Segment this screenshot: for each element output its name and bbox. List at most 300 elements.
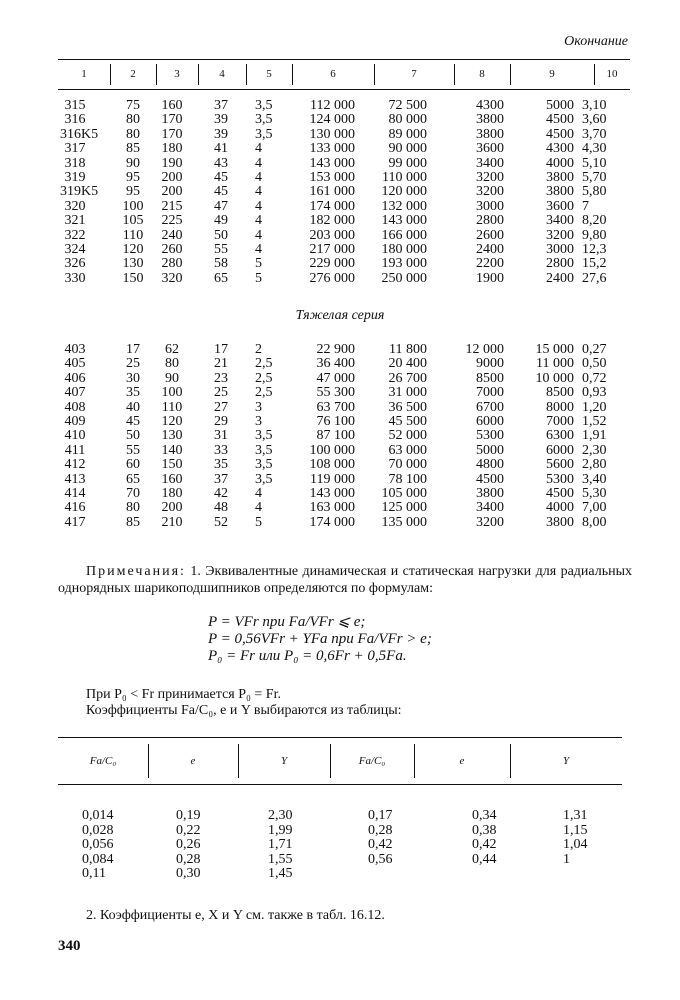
table-cell: 2400	[546, 270, 574, 286]
table-cell: 35	[126, 385, 140, 401]
column-divider	[414, 744, 415, 778]
table-cell: 70	[126, 486, 140, 501]
table-cell: 23	[214, 370, 228, 386]
table-cell: 4	[255, 198, 262, 214]
table-cell: 4	[255, 242, 262, 257]
table-cell: 410	[64, 428, 86, 444]
table-cell: 29	[214, 414, 228, 429]
table-cell: 174 000	[309, 198, 355, 214]
table-cell: 190	[161, 155, 183, 171]
table2-cell: 0,42	[472, 837, 497, 853]
table2-row	[0, 866, 680, 882]
table-cell: 8500	[476, 370, 504, 386]
table2-cell: 1,04	[563, 837, 588, 853]
table1-header-cell: 2	[130, 68, 136, 80]
table-cell: 3000	[476, 198, 504, 214]
table-cell: 11 000	[536, 356, 574, 372]
table-cell: 3000	[546, 242, 574, 257]
table-cell: 319K5	[60, 184, 99, 200]
table-cell: 15,2	[582, 256, 607, 272]
table-cell: 43	[214, 155, 228, 171]
table-cell: 4500	[546, 486, 574, 501]
table-cell: 170	[161, 112, 183, 128]
table-cell: 5,30	[582, 486, 607, 501]
table-cell: 170	[161, 126, 183, 142]
table-cell: 412	[64, 457, 86, 473]
table-cell: 0,50	[582, 356, 607, 372]
table-cell: 150	[122, 270, 144, 286]
table-cell: 40	[126, 399, 140, 415]
table-cell: 31	[214, 428, 228, 444]
table-cell: 80 000	[388, 112, 427, 128]
column-divider	[330, 744, 331, 778]
table1-header-cell: 8	[479, 68, 485, 80]
table2-header-cell: Y	[562, 755, 570, 767]
table2-row	[0, 837, 680, 853]
table-cell: 119 000	[310, 471, 355, 487]
table-cell: 25	[126, 356, 140, 372]
column-divider	[510, 744, 511, 778]
table2-cell: 1,71	[268, 837, 293, 853]
table-cell: 10 000	[535, 370, 574, 386]
table-cell: 4000	[546, 500, 574, 516]
table-cell: 3,5	[255, 442, 273, 458]
table-cell: 2800	[546, 256, 574, 272]
table2-cell: 0,028	[82, 822, 114, 838]
table-cell: 229 000	[309, 256, 355, 272]
table-cell: 6000	[476, 414, 504, 429]
table-cell: 3,40	[582, 471, 607, 487]
table-cell: 110	[122, 227, 144, 243]
table-cell: 6300	[546, 428, 574, 444]
table-cell: 2,5	[255, 370, 273, 386]
table-cell: 1,20	[582, 399, 607, 415]
table-cell: 58	[214, 256, 228, 272]
table-cell: 0,27	[582, 342, 607, 357]
column-divider	[238, 744, 239, 778]
table-cell: 316K5	[60, 126, 99, 142]
table-cell: 85	[126, 514, 140, 530]
table-cell: 125 000	[381, 500, 427, 516]
table-cell: 1,52	[582, 414, 607, 429]
table2-header-cell: e	[459, 755, 465, 767]
column-divider	[148, 744, 149, 778]
table-cell: 5	[255, 256, 262, 272]
table-cell: 132 000	[381, 198, 427, 214]
table2-cell: 1,31	[563, 808, 588, 823]
column-divider	[510, 64, 511, 85]
column-divider	[454, 64, 455, 85]
table-cell: 4300	[476, 98, 504, 113]
table-cell: 9,80	[582, 227, 607, 243]
table2-cell: 0,56	[368, 851, 393, 867]
table2-header-cell: Y	[280, 755, 288, 767]
table-cell: 130 000	[309, 126, 355, 142]
table-cell: 45	[214, 170, 228, 185]
table-cell: 55	[214, 242, 228, 257]
table-cell: 3,5	[255, 471, 273, 487]
table-cell: 90	[165, 370, 179, 386]
table2-cell: 0,22	[176, 822, 201, 838]
table-cell: 5000	[546, 98, 574, 113]
table-cell: 413	[64, 471, 86, 487]
table-cell: 416	[64, 500, 86, 516]
table-cell: 7	[582, 198, 589, 214]
table-cell: 75	[126, 98, 140, 113]
table-cell: 2,5	[255, 356, 273, 372]
table-cell: 3,70	[582, 126, 607, 142]
table-cell: 320	[64, 198, 86, 214]
table2-row	[0, 852, 680, 868]
table-cell: 3800	[546, 514, 574, 530]
column-divider	[110, 64, 111, 85]
table2-cell: 0,44	[472, 851, 497, 867]
table-cell: 174 000	[309, 514, 355, 530]
table-cell: 3,5	[255, 457, 273, 473]
table-cell: 5600	[546, 457, 574, 473]
table2-cell: 0,34	[472, 808, 497, 823]
table-cell: 320	[161, 270, 183, 286]
table-cell: 3,5	[255, 112, 273, 128]
table-cell: 112 000	[310, 98, 355, 113]
table-cell: 2400	[476, 242, 504, 257]
table1-header	[58, 59, 630, 90]
table-cell: 76 100	[316, 414, 355, 429]
table-cell: 120	[161, 414, 183, 429]
table-cell: 3	[255, 399, 262, 415]
table-cell: 4500	[546, 126, 574, 142]
table-cell: 5,70	[582, 170, 607, 185]
table2-cell: 0,38	[472, 822, 497, 838]
table-cell: 240	[161, 227, 183, 243]
table-cell: 110 000	[382, 170, 427, 185]
table-cell: 7,00	[582, 500, 607, 516]
table-cell: 316	[64, 112, 86, 128]
table-cell: 22 900	[316, 342, 355, 357]
table-cell: 3800	[476, 486, 504, 501]
table-cell: 3200	[546, 227, 574, 243]
table-cell: 4	[255, 500, 262, 516]
table-cell: 2	[255, 342, 262, 357]
table-cell: 163 000	[309, 500, 355, 516]
table-cell: 153 000	[309, 170, 355, 185]
table-cell: 65	[126, 471, 140, 487]
table2-cell: 0,056	[82, 837, 114, 853]
table-cell: 12,3	[582, 242, 607, 257]
table-cell: 7000	[546, 414, 574, 429]
table-cell: 100	[122, 198, 144, 214]
table-cell: 30	[126, 370, 140, 386]
table2-cell: 1,55	[268, 851, 293, 867]
table-cell: 21	[214, 356, 228, 372]
table-cell: 2,30	[582, 442, 607, 458]
table-cell: 110	[161, 399, 183, 415]
table-cell: 89 000	[388, 126, 427, 142]
table-cell: 65	[214, 270, 228, 286]
table-row	[0, 271, 680, 287]
table-cell: 140	[161, 442, 183, 458]
table-cell: 2200	[476, 256, 504, 272]
formula-1: P = VFr при Fa/VFr ⩽ e;	[208, 614, 366, 630]
table-cell: 8500	[546, 385, 574, 401]
table-cell: 408	[64, 399, 86, 415]
table-cell: 217 000	[309, 242, 355, 257]
table-cell: 45 500	[388, 414, 427, 429]
table-cell: 200	[161, 500, 183, 516]
column-divider	[374, 64, 375, 85]
table-cell: 0,72	[582, 370, 607, 386]
table2-cell: 0,19	[176, 808, 201, 823]
table-cell: 2,80	[582, 457, 607, 473]
table-cell: 3800	[476, 112, 504, 128]
table2-header	[58, 737, 622, 785]
table-cell: 35	[214, 457, 228, 473]
table-row	[0, 515, 680, 531]
table-cell: 60	[126, 457, 140, 473]
table-cell: 50	[126, 428, 140, 444]
table-cell: 7000	[476, 385, 504, 401]
table-cell: 3200	[476, 170, 504, 185]
table-cell: 2600	[476, 227, 504, 243]
table-cell: 321	[64, 213, 86, 229]
table-cell: 1900	[476, 270, 504, 286]
table-cell: 193 000	[381, 256, 427, 272]
table-cell: 5300	[546, 471, 574, 487]
table2-cell: 0,42	[368, 837, 393, 853]
table-cell: 5300	[476, 428, 504, 444]
table-cell: 31 000	[388, 385, 427, 401]
table-cell: 45	[126, 414, 140, 429]
page-number: 340	[58, 938, 81, 954]
table2-cell: 1,45	[268, 866, 293, 882]
table-cell: 260	[161, 242, 183, 257]
table-cell: 12 000	[465, 342, 504, 357]
table-cell: 315	[64, 98, 86, 113]
table-cell: 4300	[546, 141, 574, 157]
table-cell: 100 000	[309, 442, 355, 458]
table-cell: 4	[255, 227, 262, 243]
table-cell: 39	[214, 126, 228, 142]
table-cell: 203 000	[309, 227, 355, 243]
table-cell: 250 000	[381, 270, 427, 286]
table-cell: 5,80	[582, 184, 607, 200]
table2-cell: 0,26	[176, 837, 201, 853]
table1-header-cell: 9	[549, 68, 555, 80]
table2-cell: 0,17	[368, 808, 393, 823]
table-cell: 160	[161, 98, 183, 113]
table1-header-cell: 7	[411, 68, 417, 80]
table-cell: 318	[64, 155, 86, 171]
table1-header-cell: 5	[266, 68, 272, 80]
table-cell: 3800	[546, 184, 574, 200]
table-cell: 3800	[476, 126, 504, 142]
table-cell: 4500	[546, 112, 574, 128]
table1-header-cell: 3	[174, 68, 180, 80]
column-divider	[594, 64, 595, 85]
table-cell: 100	[161, 385, 183, 401]
table-cell: 52 000	[388, 428, 427, 444]
table-cell: 49	[214, 213, 228, 229]
table-cell: 95	[126, 170, 140, 185]
table-cell: 8,00	[582, 514, 607, 530]
table-cell: 3,5	[255, 98, 273, 113]
table1-header-cell: 1	[81, 68, 87, 80]
heavy-series-title: Тяжелая серия	[295, 308, 385, 323]
table-cell: 5	[255, 270, 262, 286]
table-cell: 161 000	[309, 184, 355, 200]
table2-cell: 0,28	[176, 851, 201, 867]
table-cell: 406	[64, 370, 86, 386]
table-cell: 143 000	[381, 213, 427, 229]
table-cell: 3,5	[255, 428, 273, 444]
table-cell: 27,6	[582, 270, 607, 286]
table-cell: 210	[161, 514, 183, 530]
notes-label: Примечания:	[86, 564, 186, 579]
table-cell: 124 000	[309, 112, 355, 128]
table-cell: 90	[126, 155, 140, 171]
table-cell: 47 000	[316, 370, 355, 386]
table2-cell: 0,014	[82, 808, 114, 823]
table-cell: 5000	[476, 442, 504, 458]
table-cell: 3200	[476, 514, 504, 530]
table-cell: 8000	[546, 399, 574, 415]
table-cell: 3600	[476, 141, 504, 157]
table1-header-cell: 10	[606, 68, 618, 80]
table-cell: 70 000	[388, 457, 427, 473]
p0-rule: При P₀ < Fr принимается P₀ = Fr.	[86, 687, 281, 702]
table-cell: 120	[122, 242, 144, 257]
table-cell: 33	[214, 442, 228, 458]
table-cell: 80	[126, 112, 140, 128]
table2-cell: 2,30	[268, 808, 293, 823]
table-cell: 37	[214, 98, 228, 113]
table2-cell: 1,99	[268, 822, 293, 838]
table-cell: 3400	[476, 500, 504, 516]
table-cell: 143 000	[309, 486, 355, 501]
table-cell: 4	[255, 170, 262, 185]
table-cell: 3,60	[582, 112, 607, 128]
table-cell: 319	[64, 170, 86, 185]
table1-header-cell: 4	[219, 68, 225, 80]
table-cell: 4500	[476, 471, 504, 487]
table2-cell: 0,28	[368, 822, 393, 838]
table-cell: 4	[255, 155, 262, 171]
table-cell: 55 300	[316, 385, 355, 401]
table-cell: 130	[161, 428, 183, 444]
table-cell: 105	[122, 213, 144, 229]
table-cell: 130	[122, 256, 144, 272]
table-cell: 330	[64, 270, 86, 286]
table-cell: 17	[126, 342, 140, 357]
table-cell: 20 400	[388, 356, 427, 372]
table-cell: 85	[126, 141, 140, 157]
table-cell: 15 000	[535, 342, 574, 357]
column-divider	[156, 64, 157, 85]
table-cell: 6700	[476, 399, 504, 415]
table-cell: 4800	[476, 457, 504, 473]
table-cell: 180	[161, 141, 183, 157]
table-cell: 95	[126, 184, 140, 200]
table-cell: 27	[214, 399, 228, 415]
table-cell: 0,93	[582, 385, 607, 401]
table-cell: 4	[255, 213, 262, 229]
table-cell: 80	[126, 126, 140, 142]
column-divider	[198, 64, 199, 85]
note-2: 2. Коэффициенты e, X и Y см. также в табл. 16.12.	[86, 908, 385, 923]
table-cell: 47	[214, 198, 228, 214]
table-cell: 50	[214, 227, 228, 243]
table-cell: 87 100	[316, 428, 355, 444]
formula-3: P₀ = Fr или P₀ = 0,6Fr + 0,5Fa.	[208, 648, 407, 664]
table-cell: 200	[161, 170, 183, 185]
table-cell: 2800	[476, 213, 504, 229]
table-cell: 4,30	[582, 141, 607, 157]
table-cell: 405	[64, 356, 86, 372]
table-cell: 3,5	[255, 126, 273, 142]
table-cell: 17	[214, 342, 228, 357]
table-cell: 317	[64, 141, 86, 157]
table-cell: 182 000	[309, 213, 355, 229]
table-cell: 90 000	[388, 141, 427, 157]
table2-cell: 0,11	[82, 866, 106, 882]
table-cell: 26 700	[388, 370, 427, 386]
table-cell: 200	[161, 184, 183, 200]
table2-cell: 0,30	[176, 866, 201, 882]
table-cell: 80	[126, 500, 140, 516]
table2-header-cell: e	[190, 755, 196, 767]
table-cell: 39	[214, 112, 228, 128]
table-cell: 63 700	[316, 399, 355, 415]
table-cell: 62	[165, 342, 179, 357]
table-cell: 143 000	[309, 155, 355, 171]
table-cell: 3,10	[582, 98, 607, 113]
table-cell: 25	[214, 385, 228, 401]
table-cell: 280	[161, 256, 183, 272]
table-cell: 417	[64, 514, 86, 530]
table-cell: 4	[255, 184, 262, 200]
table-cell: 133 000	[309, 141, 355, 157]
coefficients-intro: Коэффициенты Fa/C₀, e и Y выбираются из таблицы:	[86, 703, 402, 718]
table-cell: 99 000	[388, 155, 427, 171]
column-divider	[292, 64, 293, 85]
table-cell: 36 500	[388, 399, 427, 415]
table-cell: 37	[214, 471, 228, 487]
table-cell: 52	[214, 514, 228, 530]
table-cell: 180 000	[381, 242, 427, 257]
table-cell: 11 800	[389, 342, 427, 357]
table-cell: 8,20	[582, 213, 607, 229]
table2-row	[0, 823, 680, 839]
table-cell: 326	[64, 256, 86, 272]
table-cell: 166 000	[381, 227, 427, 243]
table-cell: 6000	[546, 442, 574, 458]
table-cell: 48	[214, 500, 228, 516]
table-cell: 3600	[546, 198, 574, 214]
table-cell: 4000	[546, 155, 574, 171]
table1-header-cell: 6	[330, 68, 336, 80]
formula-2: P = 0,56VFr + YFa при Fa/VFr > e;	[208, 631, 432, 647]
table-cell: 3400	[476, 155, 504, 171]
table-cell: 78 100	[388, 471, 427, 487]
table-cell: 4	[255, 486, 262, 501]
table2-header-cell: Fa/C₀	[89, 755, 117, 767]
table-cell: 105 000	[381, 486, 427, 501]
continuation-label: Окончание	[564, 34, 628, 49]
table-cell: 4	[255, 141, 262, 157]
table-cell: 407	[64, 385, 86, 401]
table-cell: 3200	[476, 184, 504, 200]
table2-cell: 0,084	[82, 851, 114, 867]
